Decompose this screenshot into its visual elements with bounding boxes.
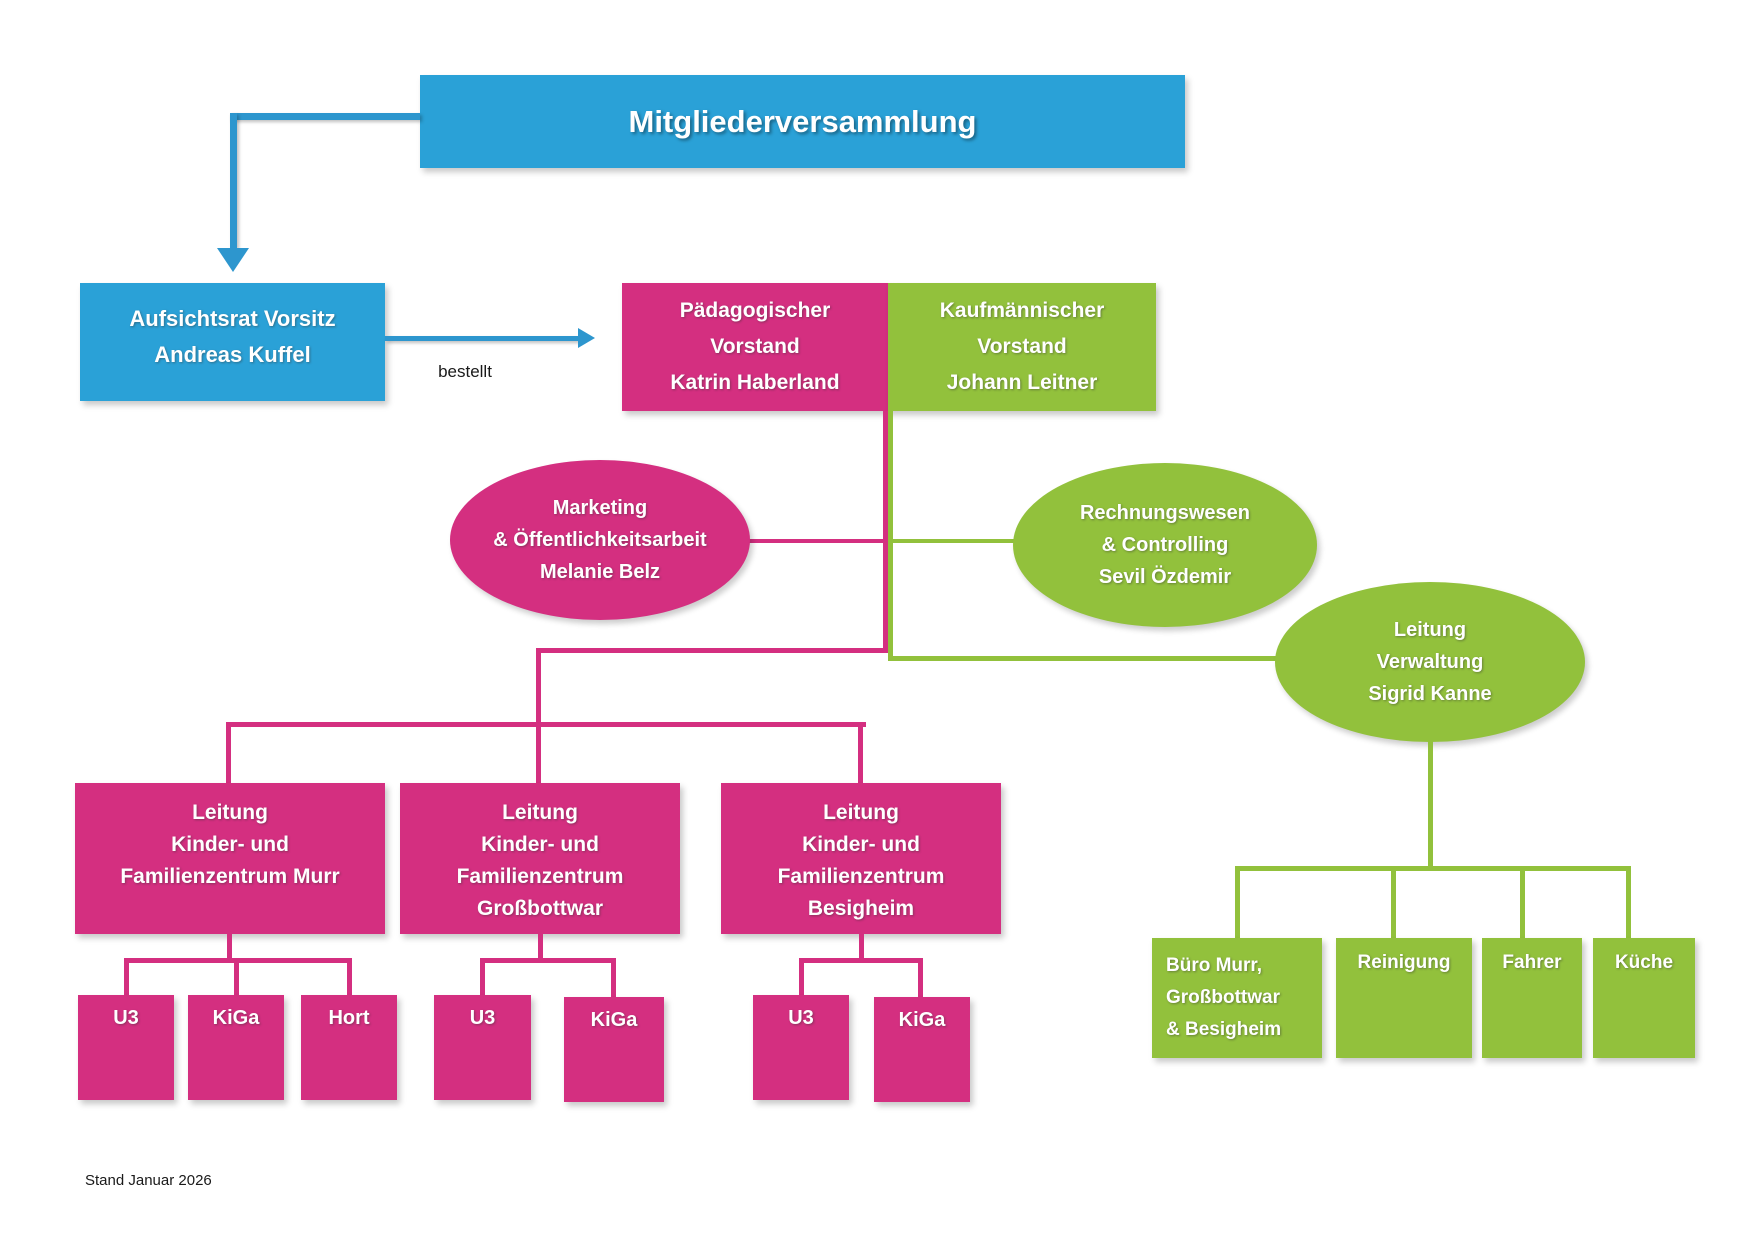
arrow-right-icon	[578, 328, 595, 348]
leitung-besigheim-box	[721, 783, 1001, 934]
mitgliederversammlung-box	[420, 75, 1185, 168]
murr-hort-label: Hort	[328, 1007, 370, 1029]
verwaltung-child-bar	[1235, 866, 1631, 871]
murr-hort-box	[301, 995, 397, 1100]
verwaltung-line1: Leitung	[1393, 619, 1467, 641]
rechnungswesen-name: Sevil Özdemir	[1098, 566, 1232, 588]
leitung-verwaltung-ellipse	[1275, 582, 1585, 742]
buero-line2: Großbottwar	[1166, 987, 1280, 1008]
reinigung-box	[1336, 938, 1472, 1058]
reinigung-label: Reinigung	[1357, 952, 1451, 973]
murr-kiga-box	[188, 995, 284, 1100]
rechnungswesen-line1: Rechnungswesen	[1079, 502, 1251, 524]
aufsichtsrat-box	[80, 283, 385, 401]
besigheim-line2: Kinder- und	[802, 833, 920, 856]
leitung-murr-box	[75, 783, 385, 934]
connector-drop-besigheim	[858, 722, 863, 785]
paed-name: Katrin Haberland	[670, 371, 840, 394]
buero-line3: & Besigheim	[1166, 1019, 1282, 1040]
murr-line3: Familienzentrum Murr	[120, 865, 340, 888]
connector-verwaltung	[889, 656, 1281, 661]
grossbottwar-u3-box	[434, 995, 531, 1100]
murr-line1: Leitung	[192, 801, 268, 824]
grossbottwar-line3: Familienzentrum	[456, 865, 624, 888]
fahrer-label: Fahrer	[1502, 952, 1562, 973]
murr-u3-label: U3	[113, 1007, 139, 1029]
besigheim-drop-kiga	[918, 958, 923, 997]
kauf-line1: Kaufmännischer	[939, 299, 1105, 322]
verwaltung-name: Sigrid Kanne	[1368, 683, 1492, 705]
grossbottwar-line1: Leitung	[502, 801, 578, 824]
bestellt-label: bestellt	[438, 362, 492, 381]
buero-line1: Büro Murr,	[1166, 955, 1263, 976]
murr-drop-u3	[124, 958, 129, 997]
grossbottwar-kiga-box	[564, 997, 664, 1102]
grossbottwar-drop-u3	[480, 958, 485, 997]
murr-drop-kiga	[234, 958, 239, 997]
elbow-arrow-horizontal	[230, 113, 420, 120]
connector-drop-murr	[226, 722, 231, 785]
connector-level1-horizontal	[538, 648, 888, 653]
verwaltung-stem	[1428, 740, 1433, 870]
besigheim-kiga-box	[874, 997, 970, 1102]
murr-line2: Kinder- und	[171, 833, 289, 856]
marketing-ellipse	[450, 460, 750, 620]
connector-level1-vertical	[536, 648, 541, 787]
stand-date: Stand Januar 2026	[85, 1172, 212, 1189]
paed-line2: Vorstand	[710, 335, 800, 358]
murr-drop-hort	[347, 958, 352, 997]
drop-fahrer	[1520, 866, 1525, 941]
leitung-grossbottwar-box	[400, 783, 680, 934]
aufsichtsrat-name: Andreas Kuffel	[154, 342, 311, 367]
buero-box	[1152, 938, 1322, 1058]
grossbottwar-child-bar	[480, 958, 616, 963]
kaufmaennischer-vorstand-box	[888, 283, 1156, 411]
drop-kueche	[1626, 866, 1631, 941]
besigheim-u3-box	[753, 995, 849, 1100]
kueche-label: Küche	[1614, 952, 1674, 973]
besigheim-child-bar	[799, 958, 923, 963]
marketing-line2: & Öffentlichkeitsarbeit	[493, 529, 707, 551]
drop-reinigung	[1391, 866, 1396, 941]
grossbottwar-u3-label: U3	[469, 1007, 496, 1029]
besigheim-kiga-label: KiGa	[898, 1009, 946, 1031]
marketing-line1: Marketing	[552, 497, 648, 519]
kauf-line2: Vorstand	[977, 335, 1067, 358]
grossbottwar-line2: Kinder- und	[481, 833, 599, 856]
aufsichtsrat-role: Aufsichtsrat Vorsitz	[129, 306, 336, 331]
kauf-name: Johann Leitner	[946, 371, 1098, 394]
arrow-down-icon	[217, 248, 249, 272]
paed-line1: Pädagogischer	[679, 299, 831, 322]
rechnungswesen-line2: & Controlling	[1101, 534, 1229, 556]
connector-rechnungswesen	[893, 539, 1021, 543]
besigheim-line1: Leitung	[823, 801, 899, 824]
besigheim-line3: Familienzentrum	[777, 865, 945, 888]
page-title: Mitgliederversammlung	[628, 103, 977, 139]
marketing-name: Melanie Belz	[539, 561, 661, 583]
besigheim-drop-u3	[799, 958, 804, 997]
verwaltung-line2: Verwaltung	[1376, 651, 1484, 673]
paedagogischer-vorstand-box	[622, 283, 888, 411]
besigheim-u3-label: U3	[788, 1007, 814, 1029]
rechnungswesen-ellipse	[1013, 463, 1317, 627]
fahrer-box	[1482, 938, 1582, 1058]
bestellt-arrow-line	[385, 336, 578, 341]
connector-marketing	[742, 539, 885, 543]
connector-level2-horizontal	[226, 722, 866, 727]
drop-buero	[1235, 866, 1240, 941]
murr-kiga-label: KiGa	[212, 1007, 260, 1029]
besigheim-line4: Besigheim	[807, 897, 915, 920]
murr-u3-box	[78, 995, 174, 1100]
grossbottwar-kiga-label: KiGa	[590, 1009, 638, 1031]
elbow-arrow-vertical	[230, 113, 237, 248]
connector-green-stem	[888, 411, 893, 661]
grossbottwar-line4: Großbottwar	[477, 897, 603, 920]
grossbottwar-drop-kiga	[611, 958, 616, 997]
kueche-box	[1593, 938, 1695, 1058]
